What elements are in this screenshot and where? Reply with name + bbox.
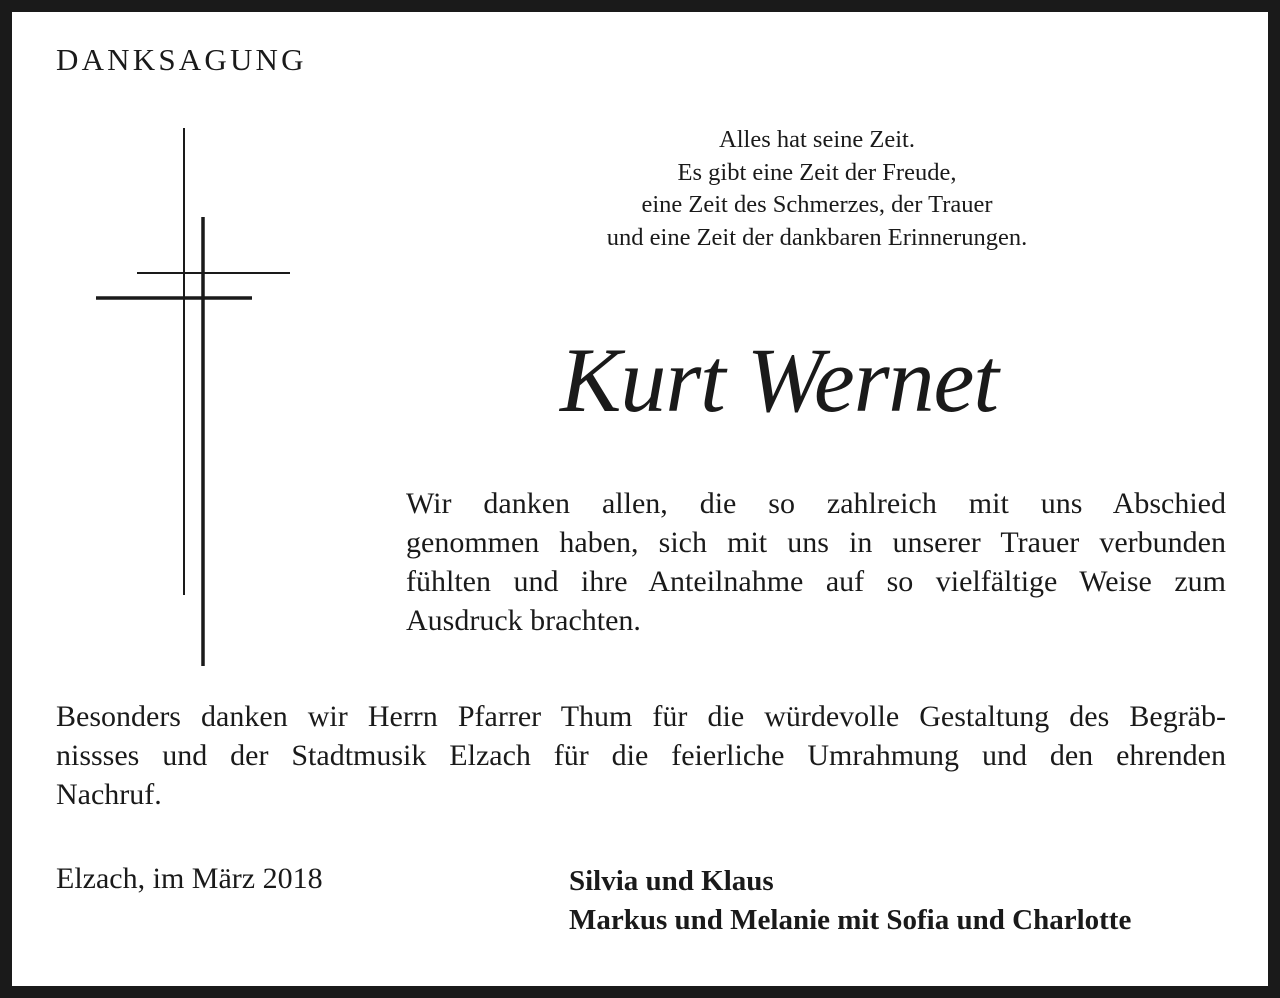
place-date: Elzach, im März 2018 — [56, 862, 323, 895]
poem-line: Es gibt eine Zeit der Freude, — [677, 158, 957, 186]
paragraph-line: Ausdruck brachten. — [406, 604, 641, 637]
paragraph-line: Nachruf. — [56, 778, 162, 811]
cross-icon — [12, 12, 332, 682]
notice-heading: DANKSAGUNG — [56, 42, 307, 77]
deceased-name: Kurt Wernet — [560, 329, 998, 431]
signature-line: Silvia und Klaus — [569, 865, 774, 897]
paragraph-line: Besonders danken wir Herrn Pfarrer Thum für die würdevolle Gestaltung des Begräb- — [56, 700, 1226, 733]
poem-line: und eine Zeit der dankbaren Erinnerungen. — [606, 223, 1028, 251]
paragraph-line: nissses und der Stadtmusik Elzach für die feierliche Umrahmung und den ehrenden — [56, 739, 1226, 772]
paragraph-line: genommen haben, sich mit uns in unserer Trauer verbunden — [406, 526, 1226, 559]
poem-line: eine Zeit des Schmerzes, der Trauer — [641, 191, 993, 218]
death-notice-card — [12, 12, 1268, 986]
special-thanks-paragraph — [56, 697, 1226, 814]
poem — [532, 124, 1102, 254]
poem-line: Alles hat seine Zeit. — [719, 126, 915, 153]
signature-line: Markus und Melanie mit Sofia und Charlotte — [569, 904, 1132, 936]
signatures — [569, 862, 1131, 940]
paragraph-line: fühlten und ihre Anteilnahme auf so vielfältige Weise zum — [406, 565, 1226, 598]
paragraph-line: Wir danken allen, die so zahlreich mit uns Abschied — [406, 487, 1226, 520]
thanks-paragraph — [406, 484, 1226, 640]
